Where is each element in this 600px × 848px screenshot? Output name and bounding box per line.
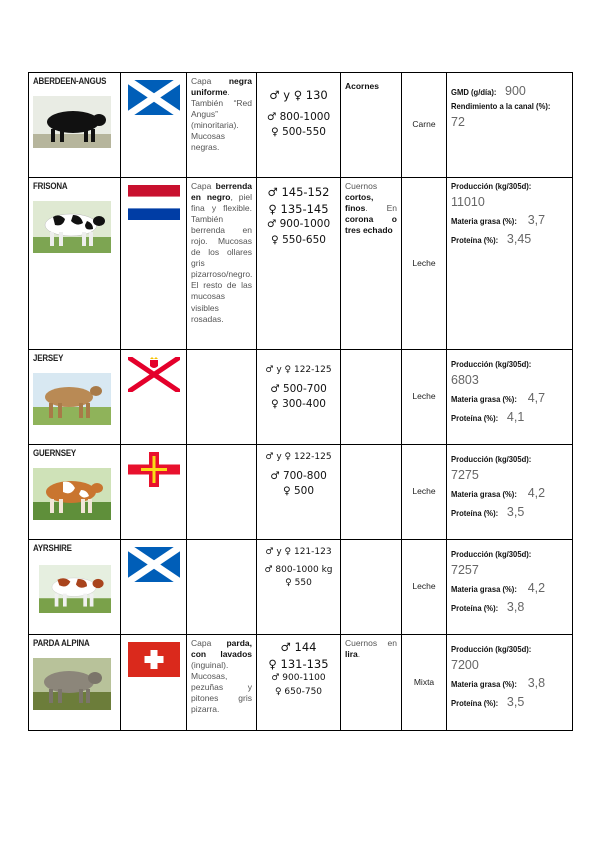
production-cell — [447, 445, 573, 540]
production-cell — [447, 540, 573, 635]
coat-bold: parda, con lavados — [191, 638, 252, 660]
prod-value: 3,8 — [524, 676, 546, 691]
aptitude-cell: Leche — [402, 445, 447, 540]
coat-cell — [187, 540, 257, 635]
table-row — [29, 635, 573, 731]
prod-value: 4,2 — [524, 486, 546, 501]
prod-label: Materia grasa (%): — [451, 489, 517, 500]
breed-name: PARDA ALPINA — [33, 638, 90, 648]
weight-female: ♀ 500 — [282, 484, 315, 497]
aptitude-cell: Carne — [402, 73, 447, 178]
prod-label: Producción (kg/305d): — [451, 359, 532, 369]
horns-cell — [341, 350, 402, 445]
prod-label: Materia grasa (%): — [451, 394, 517, 405]
horns-cell — [341, 540, 402, 635]
coat-text: Capa — [191, 181, 216, 191]
aptitude-cell: Mixta — [402, 635, 447, 731]
height-value: ♂ y ♀ 122-125 — [265, 452, 332, 462]
horns-text: Cuernos — [345, 181, 378, 191]
coat-cell — [187, 178, 257, 350]
aptitude-cell: Leche — [402, 350, 447, 445]
flag-scotland-icon — [128, 547, 180, 582]
frisona-cow-photo — [33, 201, 111, 253]
prod-label: Producción (kg/305d): — [451, 549, 532, 559]
weight-male: ♂ 800-1000 kg — [264, 564, 333, 575]
prod-label: Producción (kg/305d): — [451, 644, 532, 654]
horns-cell — [341, 73, 402, 178]
coat-bold: berrenda en negro — [191, 181, 252, 203]
height-female: ♀ 135-145 — [268, 201, 329, 216]
coat-cell — [187, 445, 257, 540]
prod-label: Producción (kg/305d): — [451, 454, 532, 464]
height-value: ♂ y ♀ 122-125 — [265, 365, 332, 375]
weight-male: ♂ 900-1000 — [266, 218, 331, 231]
horns-text: Cuernos en — [345, 638, 397, 648]
coat-bold: negra uniforme — [191, 76, 252, 98]
breed-cell — [29, 350, 121, 445]
prod-value: 4,2 — [524, 581, 546, 596]
prod-value: 3,8 — [503, 599, 525, 614]
breed-name: ABERDEEN-ANGUS — [33, 76, 107, 86]
table-row — [29, 73, 573, 178]
breed-name: GUERNSEY — [33, 448, 77, 458]
prod-value: 3,45 — [503, 231, 532, 246]
prod-value: 3,5 — [503, 694, 525, 709]
flag-netherlands-icon — [128, 185, 180, 220]
breed-cell — [29, 178, 121, 350]
prod-value: 6803 — [451, 373, 479, 388]
prod-value: 3,5 — [503, 504, 525, 519]
size-cell — [257, 445, 341, 540]
breed-name: AYRSHIRE — [33, 543, 72, 553]
prod-label: Materia grasa (%): — [451, 584, 517, 595]
prod-label: Materia grasa (%): — [451, 216, 517, 227]
flag-cell — [121, 540, 187, 635]
prod-label: Rendimiento a la canal (%): — [451, 101, 551, 112]
flag-cell — [121, 73, 187, 178]
flag-cell — [121, 178, 187, 350]
prod-label: Proteína (%): — [451, 234, 499, 245]
coat-cell — [187, 635, 257, 731]
prod-label: Proteína (%): — [451, 412, 499, 423]
prod-label: Proteína (%): — [451, 507, 499, 518]
prod-value: 3,7 — [524, 213, 546, 228]
size-cell — [257, 540, 341, 635]
prod-label: Proteína (%): — [451, 697, 499, 708]
weight-male: ♂ 900-1100 — [271, 673, 326, 684]
coat-text: Capa — [191, 638, 227, 648]
production-cell — [447, 178, 573, 350]
prod-value: 4,1 — [503, 409, 525, 424]
jersey-cow-photo — [33, 373, 111, 425]
flag-switzerland-icon — [128, 642, 180, 677]
height-female: ♀ 131-135 — [268, 656, 329, 671]
prod-value: 7200 — [451, 658, 479, 673]
prod-value: 4,7 — [524, 391, 546, 406]
flag-cell — [121, 635, 187, 731]
prod-value: 11010 — [451, 195, 485, 210]
production-cell — [447, 635, 573, 731]
height-male: ♂ 145-152 — [267, 185, 330, 199]
flag-guernsey-icon — [128, 452, 180, 487]
horns-bold: Acornes — [345, 81, 380, 91]
weight-female: ♀ 650-750 — [274, 686, 323, 697]
size-cell — [257, 350, 341, 445]
horns-text: . — [357, 649, 361, 660]
flag-cell — [121, 445, 187, 540]
coat-cell — [187, 73, 257, 178]
flag-jersey-icon — [128, 357, 180, 392]
horns-bold: lira — [345, 649, 358, 660]
horns-text: . En — [365, 203, 397, 214]
weight-male: ♂ 700-800 — [270, 469, 327, 482]
breed-name: JERSEY — [33, 353, 64, 363]
table-row — [29, 178, 573, 350]
height-value: ♂ y ♀ 121-123 — [265, 547, 332, 557]
horns-cell — [341, 178, 402, 350]
table-row — [29, 350, 573, 445]
size-cell — [257, 73, 341, 178]
breed-cell — [29, 635, 121, 731]
breed-cell — [29, 540, 121, 635]
prod-value: 72 — [451, 115, 465, 130]
height-male: ♂ 144 — [280, 640, 317, 654]
table-row — [29, 540, 573, 635]
coat-text: , piel fina y flexible. También berrenda en rojo. Mucosas de los ollares gris pizarroso/negro. El resto de las mucosas visibles rosadas. — [191, 192, 253, 324]
coat-text: . También “Red Angus” (minoritaria). Mucosas negras. — [191, 87, 252, 153]
horns-bold: corona o tres echado — [345, 214, 397, 236]
size-cell — [257, 178, 341, 350]
prod-label: Producción (kg/305d): — [451, 181, 532, 191]
weight-female: ♀ 300-400 — [271, 397, 326, 410]
prod-label: GMD (g/día): — [451, 87, 497, 97]
horns-bold: cortos, finos — [345, 192, 374, 214]
weight-female: ♀ 500-550 — [271, 125, 326, 138]
horns-cell — [341, 445, 402, 540]
angus-cow-photo — [33, 96, 111, 148]
height-value: ♂ y ♀ 130 — [269, 88, 328, 102]
coat-cell — [187, 350, 257, 445]
size-cell — [257, 635, 341, 731]
weight-male: ♂ 800-1000 — [266, 110, 331, 123]
flag-scotland-icon — [128, 80, 180, 115]
weight-female: ♀ 550-650 — [271, 233, 326, 246]
production-cell — [447, 73, 573, 178]
horns-cell — [341, 635, 402, 731]
aptitude-cell: Leche — [402, 178, 447, 350]
production-cell — [447, 350, 573, 445]
prod-value: 7257 — [451, 563, 479, 578]
prod-value: 7275 — [451, 468, 479, 483]
coat-text: (inguinal). Mucosas, pezuñas y pitones gris pizarra. — [191, 660, 252, 715]
aptitude-cell: Leche — [402, 540, 447, 635]
prod-label: Materia grasa (%): — [451, 679, 517, 690]
table-row — [29, 445, 573, 540]
prod-label: Proteína (%): — [451, 602, 499, 613]
ayrshire-cow-photo — [39, 563, 111, 615]
breed-name: FRISONA — [33, 181, 68, 191]
prod-value: 900 — [501, 84, 526, 98]
breed-cell — [29, 73, 121, 178]
breeds-table — [28, 72, 573, 731]
weight-female: ♀ 550 — [285, 578, 312, 588]
parda-alpina-cow-photo — [33, 658, 111, 710]
weight-male: ♂ 500-700 — [270, 382, 327, 395]
coat-text: Capa — [191, 76, 229, 86]
flag-cell — [121, 350, 187, 445]
guernsey-cow-photo — [33, 468, 111, 520]
breed-cell — [29, 445, 121, 540]
